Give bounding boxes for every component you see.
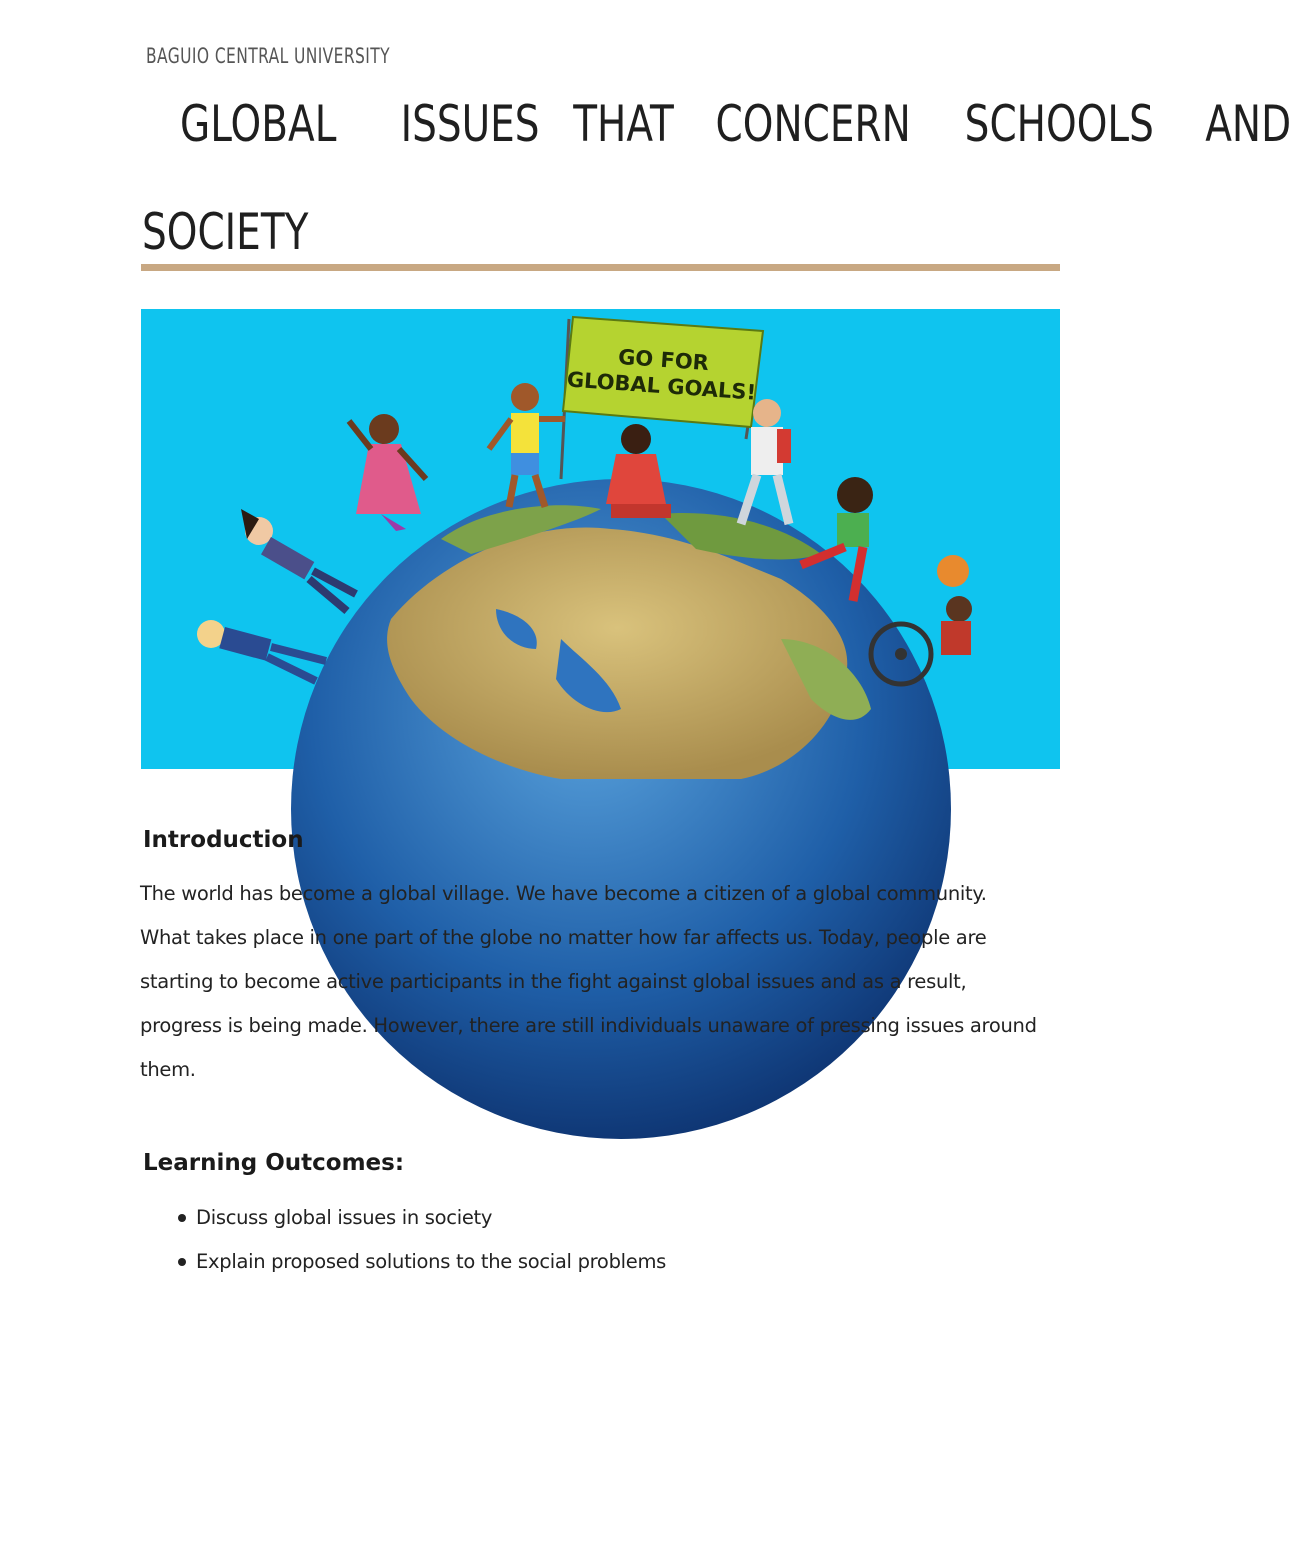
banner-text-line-1: GO FOR [617,344,710,376]
learning-outcomes-list [178,1196,666,1284]
learning-outcomes-heading: Learning Outcomes: [143,1150,405,1176]
introduction-heading: Introduction [143,827,304,853]
child-figure [349,414,426,531]
list-item-text: Explain proposed solutions to the social problems [196,1250,667,1273]
list-item [178,1196,666,1240]
title-word: AND [1204,95,1291,153]
title-word: CONCERN [715,95,911,153]
child-figure [606,424,671,518]
title-line-1 [142,70,1291,178]
title-word: ISSUES [400,95,540,153]
title-word: SOCIETY [142,203,309,261]
title-word: SCHOOLS [964,95,1154,153]
child-figure [197,620,326,681]
bullet-icon [178,1258,186,1266]
title-divider [141,264,1060,271]
page-title [142,70,1291,286]
flag-banner [561,317,763,479]
child-figure [241,509,356,611]
bullet-icon [178,1214,186,1222]
list-item-text: Discuss global issues in society [196,1206,493,1229]
globe-illustration [141,309,1060,769]
title-word: GLOBAL [180,95,337,153]
hero-image [141,309,1060,769]
introduction-paragraph: The world has become a global village. We have become a citizen of a global community. What takes place in one part of the globe no matter how far affects us. Today, people are starting to become active participants in the fight against global issues and as a result, progress is being made. However, there are still individuals unaware of pressing issues around them. [140,882,1037,1081]
basketball-icon [937,555,969,587]
list-item [178,1240,666,1284]
banner-text-line-2: GLOBAL GOALS! [566,367,757,405]
title-word: THAT [572,95,674,153]
university-header: BAGUIO CENTRAL UNIVERSITY [146,44,391,68]
